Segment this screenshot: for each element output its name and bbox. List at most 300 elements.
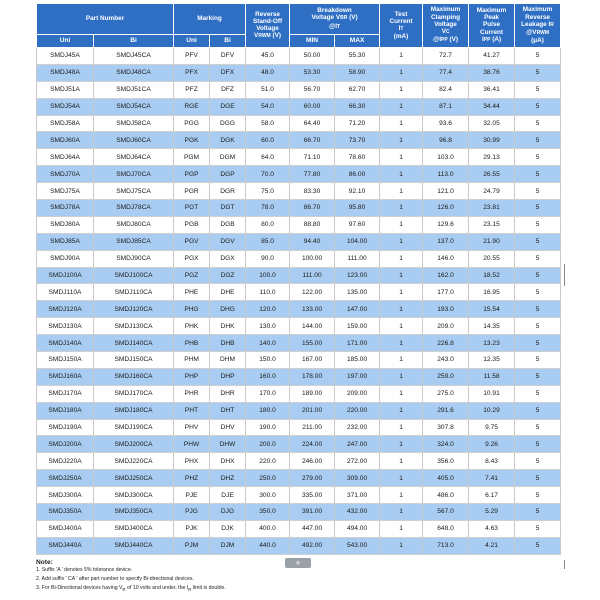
header-max: MAX	[335, 35, 380, 48]
header-text: Voltage V	[311, 14, 341, 22]
header-text: I	[481, 35, 484, 43]
peak-pulse-current-cell: 26.55	[469, 166, 515, 183]
peak-pulse-current-cell: 6.17	[469, 487, 515, 504]
standoff-voltage-cell: 140.0	[246, 335, 290, 352]
mark-uni-cell: PJG	[174, 504, 210, 521]
bi-part-cell: SMDJ80CA	[94, 216, 174, 233]
header-test-current	[380, 4, 423, 48]
mark-uni-cell: PHZ	[174, 470, 210, 487]
bi-part-cell: SMDJ64CA	[94, 149, 174, 166]
uni-part-cell: SMDJ90A	[37, 250, 94, 267]
breakdown-min-cell: 211.00	[290, 419, 335, 436]
breakdown-max-cell: 220.00	[335, 402, 380, 419]
standoff-voltage-cell: 350.0	[246, 504, 290, 521]
mark-uni-cell: PHP	[174, 368, 210, 385]
uni-part-cell: SMDJ150A	[37, 352, 94, 369]
header-part-number: Part Number	[37, 4, 174, 35]
standoff-voltage-cell: 58.0	[246, 115, 290, 132]
table-row	[37, 318, 561, 335]
peak-pulse-current-cell: 13.23	[469, 335, 515, 352]
breakdown-max-cell: 86.00	[335, 166, 380, 183]
test-current-cell: 1	[380, 352, 423, 369]
uni-part-cell: SMDJ350A	[37, 504, 94, 521]
reverse-leakage-cell: 5	[515, 520, 561, 537]
standoff-voltage-cell: 48.0	[246, 64, 290, 81]
mark-uni-cell: RGE	[174, 98, 210, 115]
mark-uni-cell: PGG	[174, 115, 210, 132]
peak-pulse-current-cell: 16.95	[469, 284, 515, 301]
uni-part-cell: SMDJ75A	[37, 183, 94, 200]
breakdown-min-cell: 50.00	[290, 48, 335, 65]
breakdown-max-cell: 494.00	[335, 520, 380, 537]
table-row	[37, 352, 561, 369]
peak-pulse-current-cell: 10.91	[469, 385, 515, 402]
mark-uni-cell: PGM	[174, 149, 210, 166]
uni-part-cell: SMDJ45A	[37, 48, 94, 65]
uni-part-cell: SMDJ140A	[37, 335, 94, 352]
breakdown-max-cell: 543.00	[335, 537, 380, 554]
reverse-leakage-cell: 5	[515, 64, 561, 81]
breakdown-max-cell: 197.00	[335, 368, 380, 385]
reverse-leakage-cell: 5	[515, 183, 561, 200]
clamping-voltage-cell: 209.0	[423, 318, 469, 335]
breakdown-max-cell: 272.00	[335, 453, 380, 470]
mark-uni-cell: PGR	[174, 183, 210, 200]
clamping-voltage-cell: 243.0	[423, 352, 469, 369]
clamping-voltage-cell: 146.0	[423, 250, 469, 267]
bi-part-cell: SMDJ180CA	[94, 402, 174, 419]
reverse-leakage-cell: 5	[515, 487, 561, 504]
breakdown-min-cell: 86.70	[290, 200, 335, 217]
header-text: Current	[479, 28, 504, 36]
standoff-voltage-cell: 200.0	[246, 436, 290, 453]
test-current-cell: 1	[380, 402, 423, 419]
standoff-voltage-cell: 400.0	[246, 520, 290, 537]
header-peak-pulse	[469, 4, 515, 48]
peak-pulse-current-cell: 29.13	[469, 149, 515, 166]
bi-part-cell: SMDJ100CA	[94, 267, 174, 284]
mark-uni-cell: PJM	[174, 537, 210, 554]
standoff-voltage-cell: 75.0	[246, 183, 290, 200]
test-current-cell: 1	[380, 385, 423, 402]
test-current-cell: 1	[380, 115, 423, 132]
expand-table-button[interactable]: +	[285, 558, 311, 568]
clamping-voltage-cell: 137.0	[423, 233, 469, 250]
mark-bi-cell: DJE	[210, 487, 246, 504]
test-current-cell: 1	[380, 183, 423, 200]
test-current-cell: 1	[380, 368, 423, 385]
mark-uni-cell: PGB	[174, 216, 210, 233]
clamping-voltage-cell: 113.0	[423, 166, 469, 183]
standoff-voltage-cell: 45.0	[246, 48, 290, 65]
breakdown-min-cell: 492.00	[290, 537, 335, 554]
reverse-leakage-cell: 5	[515, 470, 561, 487]
uni-part-cell: SMDJ48A	[37, 64, 94, 81]
peak-pulse-current-cell: 21.90	[469, 233, 515, 250]
table-row	[37, 419, 561, 436]
test-current-cell: 1	[380, 470, 423, 487]
clamping-voltage-cell: 405.0	[423, 470, 469, 487]
bi-part-cell: SMDJ60CA	[94, 132, 174, 149]
mark-uni-cell: PJK	[174, 520, 210, 537]
uni-part-cell: SMDJ180A	[37, 402, 94, 419]
reverse-leakage-cell: 5	[515, 233, 561, 250]
reverse-leakage-cell: 5	[515, 132, 561, 149]
breakdown-min-cell: 167.00	[290, 352, 335, 369]
uni-part-cell: SMDJ100A	[37, 267, 94, 284]
bi-part-cell: SMDJ250CA	[94, 470, 174, 487]
test-current-cell: 1	[380, 419, 423, 436]
mark-bi-cell: DFX	[210, 64, 246, 81]
header-text: I	[398, 25, 401, 32]
mark-bi-cell: DGK	[210, 132, 246, 149]
header-text: V	[254, 32, 259, 40]
table-row	[37, 166, 561, 183]
breakdown-min-cell: 178.00	[290, 368, 335, 385]
table-row	[37, 504, 561, 521]
mark-uni-cell: PGV	[174, 233, 210, 250]
scroll-indicator	[564, 264, 565, 286]
peak-pulse-current-cell: 18.52	[469, 267, 515, 284]
table-row	[37, 453, 561, 470]
uni-part-cell: SMDJ400A	[37, 520, 94, 537]
uni-part-cell: SMDJ250A	[37, 470, 94, 487]
reverse-leakage-cell: 5	[515, 537, 561, 554]
mark-bi-cell: DGB	[210, 216, 246, 233]
clamping-voltage-cell: 87.1	[423, 98, 469, 115]
standoff-voltage-cell: 80.0	[246, 216, 290, 233]
standoff-voltage-cell: 300.0	[246, 487, 290, 504]
header-text: (mA)	[393, 33, 409, 41]
reverse-leakage-cell: 5	[515, 504, 561, 521]
header-subscript: PP	[441, 37, 448, 44]
reverse-leakage-cell: 5	[515, 284, 561, 301]
test-current-cell: 1	[380, 335, 423, 352]
standoff-voltage-cell: 440.0	[246, 537, 290, 554]
note-item: 1. Suffix 'A ' denotes 5% tolerance device.	[36, 567, 133, 573]
breakdown-min-cell: 66.70	[290, 132, 335, 149]
mark-bi-cell: DHV	[210, 419, 246, 436]
breakdown-max-cell: 58.90	[335, 64, 380, 81]
mark-uni-cell: PFX	[174, 64, 210, 81]
reverse-leakage-cell: 5	[515, 48, 561, 65]
table-row	[37, 385, 561, 402]
table-row	[37, 115, 561, 132]
peak-pulse-current-cell: 15.54	[469, 301, 515, 318]
header-text: Reverse	[255, 10, 280, 18]
header-bi: Bi	[94, 35, 174, 48]
header-mark-bi: Bi	[210, 35, 246, 48]
standoff-voltage-cell: 51.0	[246, 81, 290, 98]
test-current-cell: 1	[380, 250, 423, 267]
peak-pulse-current-cell: 36.41	[469, 81, 515, 98]
header-text: Test	[394, 10, 408, 18]
reverse-leakage-cell: 5	[515, 166, 561, 183]
mark-uni-cell: PJE	[174, 487, 210, 504]
breakdown-max-cell: 209.00	[335, 385, 380, 402]
breakdown-min-cell: 60.00	[290, 98, 335, 115]
bi-part-cell: SMDJ75CA	[94, 183, 174, 200]
test-current-cell: 1	[380, 267, 423, 284]
uni-part-cell: SMDJ58A	[37, 115, 94, 132]
bi-part-cell: SMDJ440CA	[94, 537, 174, 554]
table-row	[37, 250, 561, 267]
bi-part-cell: SMDJ120CA	[94, 301, 174, 318]
mark-bi-cell: DJK	[210, 520, 246, 537]
header-text: @V	[526, 29, 537, 37]
breakdown-min-cell: 53.30	[290, 64, 335, 81]
mark-bi-cell: DHG	[210, 301, 246, 318]
bi-part-cell: SMDJ45CA	[94, 48, 174, 65]
clamping-voltage-cell: 177.0	[423, 284, 469, 301]
header-text: Clamping	[430, 13, 461, 21]
uni-part-cell: SMDJ78A	[37, 200, 94, 217]
reverse-leakage-cell: 5	[515, 216, 561, 233]
mark-bi-cell: DHK	[210, 318, 246, 335]
bi-part-cell: SMDJ78CA	[94, 200, 174, 217]
peak-pulse-current-cell: 4.21	[469, 537, 515, 554]
mark-uni-cell: PGT	[174, 200, 210, 217]
header-leakage	[515, 4, 561, 48]
header-subscript: C	[445, 29, 450, 36]
header-text: Peak	[484, 14, 499, 22]
bi-part-cell: SMDJ400CA	[94, 520, 174, 537]
mark-bi-cell: DGX	[210, 250, 246, 267]
mark-bi-cell: DHB	[210, 335, 246, 352]
standoff-voltage-cell: 85.0	[246, 233, 290, 250]
breakdown-max-cell: 104.00	[335, 233, 380, 250]
table-row	[37, 284, 561, 301]
breakdown-min-cell: 111.00	[290, 267, 335, 284]
bi-part-cell: SMDJ58CA	[94, 115, 174, 132]
mark-bi-cell: DGM	[210, 149, 246, 166]
mark-uni-cell: PHW	[174, 436, 210, 453]
peak-pulse-current-cell: 34.44	[469, 98, 515, 115]
table-row	[37, 81, 561, 98]
bi-part-cell: SMDJ190CA	[94, 419, 174, 436]
table-row	[37, 487, 561, 504]
bi-part-cell: SMDJ150CA	[94, 352, 174, 369]
header-text: (V)	[270, 32, 282, 40]
breakdown-max-cell: 371.00	[335, 487, 380, 504]
table-row	[37, 267, 561, 284]
header-subscript: R	[550, 21, 554, 28]
mark-uni-cell: PHX	[174, 453, 210, 470]
breakdown-max-cell: 73.70	[335, 132, 380, 149]
mark-bi-cell: DGZ	[210, 267, 246, 284]
breakdown-max-cell: 147.00	[335, 301, 380, 318]
clamping-voltage-cell: 121.0	[423, 183, 469, 200]
header-text: (A)	[490, 35, 502, 43]
clamping-voltage-cell: 72.7	[423, 48, 469, 65]
mark-bi-cell: DJG	[210, 504, 246, 521]
table-row	[37, 132, 561, 149]
standoff-voltage-cell: 170.0	[246, 385, 290, 402]
standoff-voltage-cell: 120.0	[246, 301, 290, 318]
peak-pulse-current-cell: 23.81	[469, 200, 515, 217]
note-subscript: R	[122, 586, 126, 592]
header-row-main	[37, 4, 561, 35]
bi-part-cell: SMDJ170CA	[94, 385, 174, 402]
standoff-voltage-cell: 250.0	[246, 470, 290, 487]
breakdown-min-cell: 391.00	[290, 504, 335, 521]
uni-part-cell: SMDJ64A	[37, 149, 94, 166]
header-text: (μA)	[531, 37, 544, 45]
uni-part-cell: SMDJ51A	[37, 81, 94, 98]
breakdown-max-cell: 232.00	[335, 419, 380, 436]
test-current-cell: 1	[380, 149, 423, 166]
table-row	[37, 368, 561, 385]
header-subscript: RWM	[258, 33, 271, 40]
mark-bi-cell: DHT	[210, 402, 246, 419]
header-subscript: PP	[483, 36, 491, 43]
clamping-voltage-cell: 82.4	[423, 81, 469, 98]
reverse-leakage-cell: 5	[515, 335, 561, 352]
breakdown-max-cell: 123.00	[335, 267, 380, 284]
notes-title: Note:	[36, 559, 53, 566]
uni-part-cell: SMDJ200A	[37, 436, 94, 453]
table-row	[37, 436, 561, 453]
note-text: limit is double.	[191, 584, 226, 591]
header-text: Current	[389, 17, 413, 25]
reverse-leakage-cell: 5	[515, 98, 561, 115]
breakdown-min-cell: 447.00	[290, 520, 335, 537]
mark-bi-cell: DGR	[210, 183, 246, 200]
clamping-voltage-cell: 648.0	[423, 520, 469, 537]
header-text: (V)	[347, 14, 358, 22]
breakdown-max-cell: 135.00	[335, 284, 380, 301]
bi-part-cell: SMDJ54CA	[94, 98, 174, 115]
note-item	[36, 584, 560, 595]
header-text: Maximum	[430, 6, 461, 14]
reverse-leakage-cell: 5	[515, 81, 561, 98]
uni-part-cell: SMDJ130A	[37, 318, 94, 335]
clamping-voltage-cell: 162.0	[423, 267, 469, 284]
header-text: Stand-Off	[252, 17, 283, 25]
standoff-voltage-cell: 70.0	[246, 166, 290, 183]
standoff-voltage-cell: 130.0	[246, 318, 290, 335]
header-uni: Uni	[37, 35, 94, 48]
mark-uni-cell: PHG	[174, 301, 210, 318]
reverse-leakage-cell: 5	[515, 200, 561, 217]
mark-bi-cell: DFV	[210, 48, 246, 65]
reverse-leakage-cell: 5	[515, 352, 561, 369]
breakdown-max-cell: 432.00	[335, 504, 380, 521]
header-text: (V)	[447, 36, 459, 44]
uni-part-cell: SMDJ440A	[37, 537, 94, 554]
standoff-voltage-cell: 100.0	[246, 267, 290, 284]
breakdown-max-cell: 55.30	[335, 48, 380, 65]
peak-pulse-current-cell: 9.75	[469, 419, 515, 436]
bi-part-cell: SMDJ85CA	[94, 233, 174, 250]
table-row	[37, 48, 561, 65]
header-text: Maximum	[476, 6, 507, 14]
bi-part-cell: SMDJ140CA	[94, 335, 174, 352]
peak-pulse-current-cell: 4.63	[469, 520, 515, 537]
test-current-cell: 1	[380, 216, 423, 233]
mark-uni-cell: PHK	[174, 318, 210, 335]
test-current-cell: 1	[380, 132, 423, 149]
breakdown-min-cell: 83.30	[290, 183, 335, 200]
mark-uni-cell: PFV	[174, 48, 210, 65]
spec-table-wrapper	[36, 3, 560, 555]
breakdown-min-cell: 246.00	[290, 453, 335, 470]
clamping-voltage-cell: 291.6	[423, 402, 469, 419]
header-text: @I	[433, 36, 442, 44]
test-current-cell: 1	[380, 200, 423, 217]
uni-part-cell: SMDJ110A	[37, 284, 94, 301]
breakdown-max-cell: 95.80	[335, 200, 380, 217]
header-breakdown	[290, 4, 380, 35]
peak-pulse-current-cell: 7.41	[469, 470, 515, 487]
reverse-leakage-cell: 5	[515, 250, 561, 267]
mark-bi-cell: DJM	[210, 537, 246, 554]
mark-uni-cell: PHE	[174, 284, 210, 301]
reverse-leakage-cell: 5	[515, 267, 561, 284]
table-row	[37, 183, 561, 200]
uni-part-cell: SMDJ120A	[37, 301, 94, 318]
note-text: 3. For Bi-Directional devices having V	[36, 584, 123, 591]
table-row	[37, 520, 561, 537]
test-current-cell: 1	[380, 301, 423, 318]
breakdown-min-cell: 64.40	[290, 115, 335, 132]
breakdown-min-cell: 133.00	[290, 301, 335, 318]
table-row	[37, 64, 561, 81]
standoff-voltage-cell: 180.0	[246, 402, 290, 419]
test-current-cell: 1	[380, 98, 423, 115]
header-subscript: BR	[340, 15, 348, 22]
clamping-voltage-cell: 126.0	[423, 200, 469, 217]
test-current-cell: 1	[380, 436, 423, 453]
mark-bi-cell: DHM	[210, 352, 246, 369]
breakdown-max-cell: 71.20	[335, 115, 380, 132]
reverse-leakage-cell: 5	[515, 149, 561, 166]
note-item: 2. Add suffix ' CA ' after part number to specify Bi-directional devices.	[36, 575, 194, 582]
test-current-cell: 1	[380, 318, 423, 335]
header-text: Pulse	[483, 21, 501, 29]
standoff-voltage-cell: 90.0	[246, 250, 290, 267]
mark-uni-cell: PGK	[174, 132, 210, 149]
mark-uni-cell: PHM	[174, 352, 210, 369]
test-current-cell: 1	[380, 504, 423, 521]
mark-uni-cell: PHB	[174, 335, 210, 352]
uni-part-cell: SMDJ170A	[37, 385, 94, 402]
header-subscript: RWM	[536, 30, 549, 37]
bi-part-cell: SMDJ300CA	[94, 487, 174, 504]
peak-pulse-current-cell: 38.76	[469, 64, 515, 81]
test-current-cell: 1	[380, 453, 423, 470]
uni-part-cell: SMDJ60A	[37, 132, 94, 149]
reverse-leakage-cell: 5	[515, 115, 561, 132]
reverse-leakage-cell: 5	[515, 453, 561, 470]
mark-bi-cell: DHW	[210, 436, 246, 453]
clamping-voltage-cell: 567.0	[423, 504, 469, 521]
header-text: Reverse	[525, 13, 550, 21]
uni-part-cell: SMDJ160A	[37, 368, 94, 385]
breakdown-min-cell: 279.00	[290, 470, 335, 487]
clamping-voltage-cell: 193.0	[423, 301, 469, 318]
breakdown-max-cell: 159.00	[335, 318, 380, 335]
uni-part-cell: SMDJ190A	[37, 419, 94, 436]
header-text: Breakdown	[317, 7, 352, 15]
breakdown-min-cell: 122.00	[290, 284, 335, 301]
standoff-voltage-cell: 60.0	[246, 132, 290, 149]
mark-uni-cell: PGZ	[174, 267, 210, 284]
peak-pulse-current-cell: 5.29	[469, 504, 515, 521]
standoff-voltage-cell: 54.0	[246, 98, 290, 115]
bi-part-cell: SMDJ200CA	[94, 436, 174, 453]
bi-part-cell: SMDJ130CA	[94, 318, 174, 335]
